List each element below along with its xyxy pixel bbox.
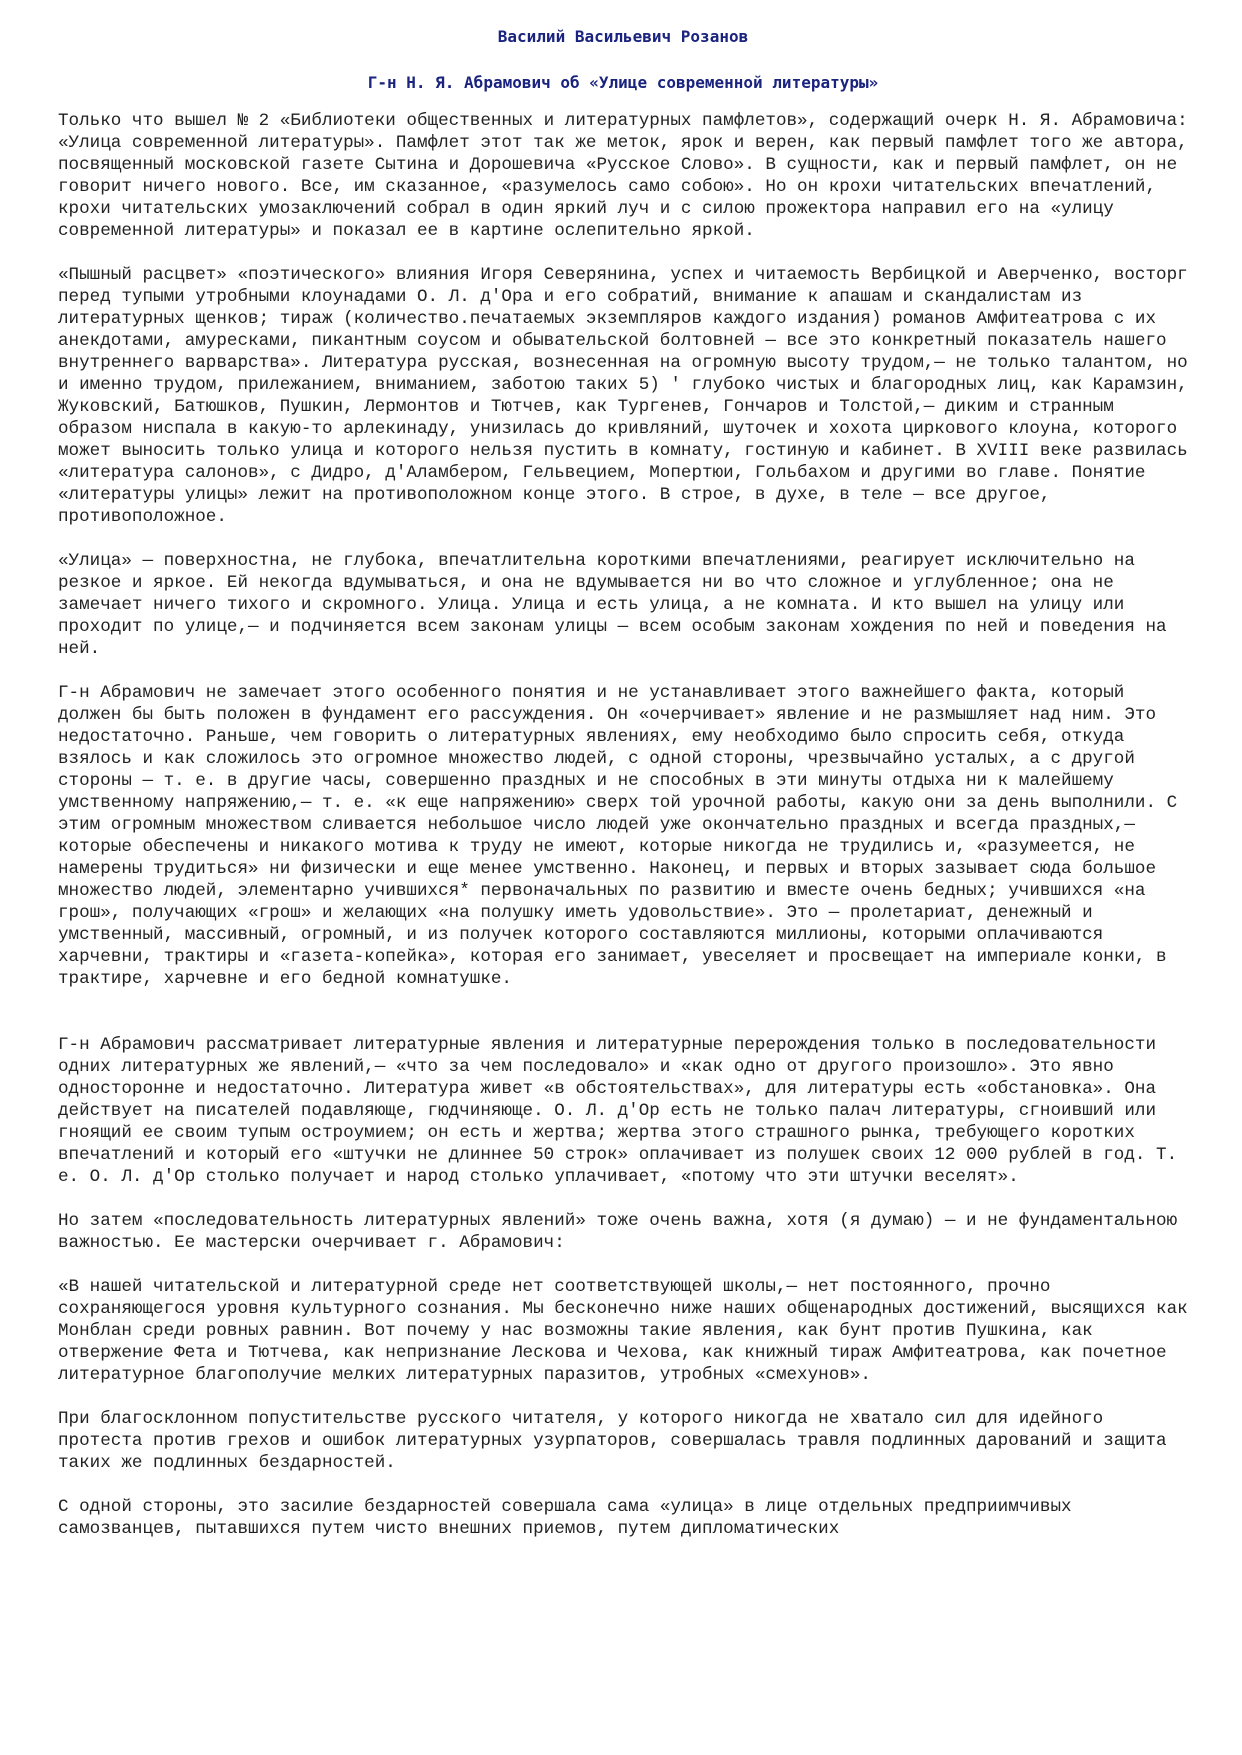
- paragraph: Только что вышел № 2 «Библиотеки общественных и литературных памфлетов», содержащий очерк Н. Я. Абрамовича: «Улица современной литературы». Памфлет этот так же меток, ярок и верен, как первый памфлет того же автора, посвященный московской газете Сытина и Дорошевича «Русское Слово». В сущности, как и первый памфлет, он не говорит ничего нового. Все, им сказанное, «разумелось само собою». Но он крохи читательских впечатлений, крохи читательских умозаключений собрал в один яркий луч и с силою прожектора направил его на «улицу современной литературы» и показал ее в картине ослепительно яркой.: [58, 111, 1188, 241]
- article-body: [58, 110, 1188, 1540]
- paragraph: «Улица» — поверхностна, не глубока, впечатлительна короткими впечатлениями, реагирует исключительно на резкое и яркое. Ей некогда вдумываться, и она не вдумывается ни во что сложное и углубленное; она не замечает ничего тихого и скромного. Улица. Улица и есть улица, а не комната. И кто вышел на улицу или проходит по улице,— и подчиняется всем законам улицы — всем особым законам хождения по ней и поведения на ней.: [58, 551, 1167, 659]
- author-name: Василий Васильевич Розанов: [497, 27, 749, 46]
- article-title: Г-н Н. Я. Абрамович об «Улице современной литературы»: [367, 73, 879, 92]
- paragraph: С одной стороны, это засилие бездарностей совершала сама «улица» в лице отдельных предприимчивых самозванцев, пытавшихся путем чисто внешних приемов, путем дипломатических: [58, 1497, 1072, 1539]
- paragraph: Г-н Абрамович рассматривает литературные явления и литературные перерождения только в последовательности одних литературных же явлений,— «что за чем последовало» и «как одно от другого произошло». Это явно односторонне и недостаточно. Литература живет «в обстоятельствах», для литературы есть «обстановка». Она действует на писателей подавляюще, гюдчиняюще. О. Л. д'Ор есть не только палач литературы, сгноивший или гноящий ее своим тупым остроумием; он есть и жертва; жертва этого страшного рынка, требующего коротких впечатлений и который его «штучки не длиннее 50 строк» оплачивает из полушек своих 12 000 рублей в год. Т. е. О. Л. д'Ор столько получает и народ столько уплачивает, «потому что эти штучки веселят».: [58, 1035, 1178, 1187]
- paragraph: Но затем «последовательность литературных явлений» тоже очень важна, хотя (я думаю) — и не фундаментальною важностью. Ее мастерски очерчивает г. Абрамович:: [58, 1211, 1178, 1253]
- paragraph: Г-н Абрамович не замечает этого особенного понятия и не устанавливает этого важнейшего факта, который должен бы быть положен в фундамент его рассуждения. Он «очерчивает» явление и не размышляет над ним. Это недостаточно. Раньше, чем говорить о литературных явлениях, ему необходимо было спросить себя, откуда взялось и как сложилось это огромное множество людей, с одной стороны, чрезвычайно усталых, а с другой стороны — т. е. в другие часы, совершенно праздных и не способных в эти минуты отдыха ни к малейшему умственному напряжению,— т. е. «к еще напряжению» сверх той урочной работы, какую они за день выполнили. С этим огромным множеством сливается небольшое число людей уже окончательно праздных и всегда праздных,— которые обеспечены и никакого мотива к труду не имеют, которые никогда не трудились и, «разумеется, не намерены трудиться» ни физически и еще менее умственно. Наконец, и первых и вторых зазывает сюда большое множество людей, элементарно учившихся* первоначальных по развитию и вместе очень бедных; учившихся «на грош», получающих «грош» и желающих «на полушку иметь удовольствие». Это — пролетариат, денежный и умственный, массивный, огромный, и из получек которого составляются миллионы, которыми оплачиваются харчевни, трактиры и «газета-копейка», которая его занимает, увеселяет и просвещает на империале конки, в трактире, харчевне и его бедной комнатушке.: [58, 683, 1178, 989]
- paragraph: «В нашей читательской и литературной среде нет соответствующей школы,— нет постоянного, прочно сохраняющегося уровня культурного сознания. Мы бесконечно ниже наших общенародных достижений, высящихся как Монблан среди ровных равнин. Вот почему у нас возможны такие явления, как бунт против Пушкина, как отвержение Фета и Тютчева, как непризнание Лескова и Чехова, как книжный тираж Амфитеатрова, как почетное литературное благополучие мелких литературных паразитов, утробных «смехунов».: [58, 1277, 1188, 1385]
- document-page: [58, 22, 1188, 1562]
- paragraph: «Пышный расцвет» «поэтического» влияния Игоря Северянина, успех и читаемость Вербицкой и Аверченко, восторг перед тупыми утробными клоунадами О. Л. д'Ора и его собратий, внимание к апашам и скандалистам из литературных щенков; тираж (количество.печатаемых экземпляров каждого издания) романов Амфитеатрова с их анекдотами, амуресками, пикантным соусом и обывательской болтовней — все это конкретный показатель нашего внутреннего варварства». Литература русская, вознесенная на огромную высоту трудом,— не только талантом, но и именно трудом, прилежанием, вниманием, заботою таких 5) ' глубоко чистых и благородных лиц, как Карамзин, Жуковский, Батюшков, Пушкин, Лермонтов и Тютчев, как Тургенев, Гончаров и Толстой,— диким и странным образом ниспала в какую-то арлекинаду, унизилась до кривляний, шуточек и хохота циркового клоуна, которого может выносить только улица и которого нельзя пустить в комнату, гостиную и кабинет. В XVIII веке развилась «литература салонов», с Дидро, д'Аламбером, Гельвецием, Мопертюи, Гольбахом и другими во главе. Понятие «литературы улицы» лежит на противоположном конце этого. В строе, в духе, в теле — все другое, противоположное.: [58, 265, 1188, 527]
- paragraph: При благосклонном попустительстве русского читателя, у которого никогда не хватало сил для идейного протеста против грехов и ошибок литературных узурпаторов, совершалась травля подлинных дарований и защита таких же подлинных бездарностей.: [58, 1409, 1167, 1473]
